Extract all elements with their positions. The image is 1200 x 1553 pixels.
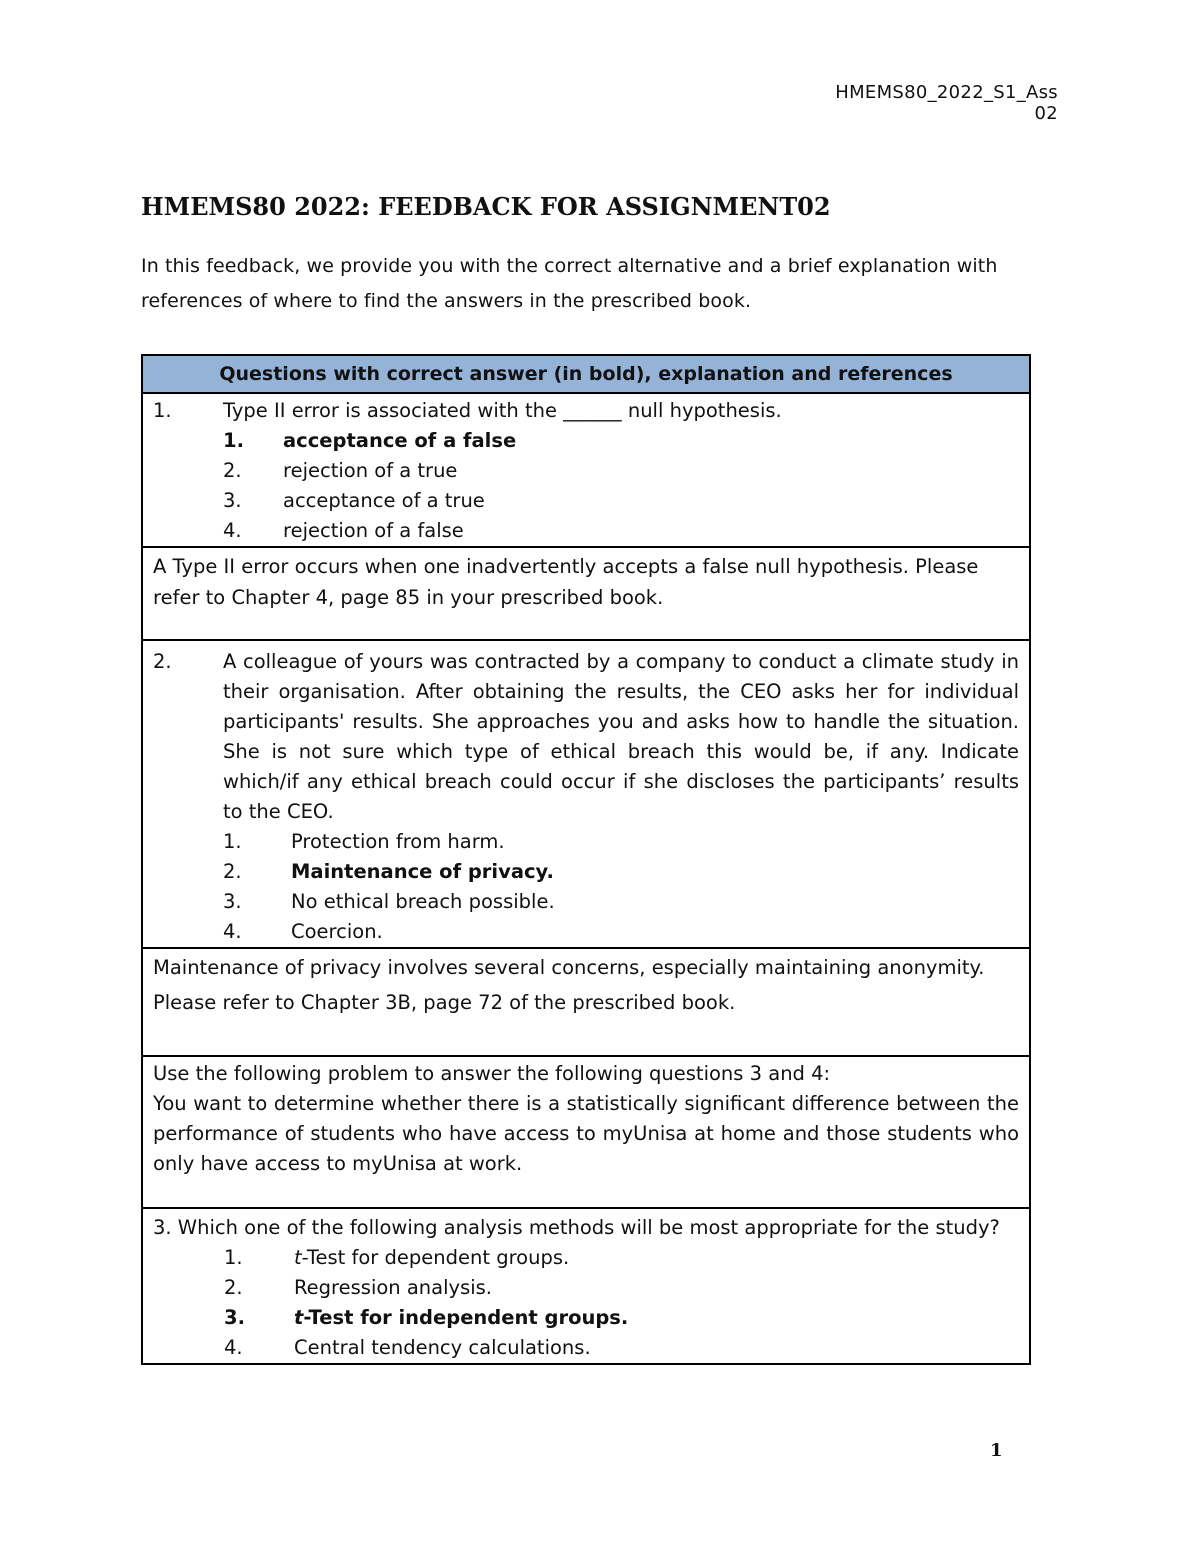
option-item: 4. Central tendency calculations. <box>224 1336 591 1359</box>
question-row <box>142 1208 1030 1364</box>
question-text: Type II error is associated with the ______ null hypothesis. <box>223 399 782 422</box>
page-number: 1 <box>990 1440 1003 1461</box>
question-row <box>142 393 1030 547</box>
option-item: 1. acceptance of a false <box>223 429 517 452</box>
intro-paragraph: In this feedback, we provide you with the correct alternative and a brief explanation with references of where to find the answers in the prescribed book. <box>141 255 998 312</box>
question-2-explanation: Maintenance of privacy involves several concerns, especially maintaining anonymity. Please refer to Chapter 3B, page 72 of the prescribed book. <box>142 948 1030 1056</box>
option-item: 1. Protection from harm. <box>223 830 505 853</box>
question-number: 1. <box>153 399 172 422</box>
option-item: 3. No ethical breach possible. <box>223 890 555 913</box>
question-number: 2. <box>153 650 172 673</box>
problem-text: You want to determine whether there is a statistically significant difference between the performance of students who have access to myUnisa at home and those students who only have access to myUnisa at work. <box>153 1092 1019 1175</box>
running-header: HMEMS80_2022_S1_Ass 02 <box>835 82 1058 124</box>
option-list <box>153 1243 1019 1363</box>
explanation-row <box>142 948 1030 1056</box>
document-title: HMEMS80 2022: FEEDBACK FOR ASSIGNMENT02 <box>141 192 831 221</box>
option-list <box>153 426 1019 546</box>
question-2-cell <box>142 640 1030 948</box>
option-item: 2. Maintenance of privacy. <box>223 860 554 883</box>
option-item: 4. rejection of a false <box>223 519 464 542</box>
question-text: 3. Which one of the following analysis methods will be most appropriate for the study? <box>153 1216 1000 1239</box>
option-item: 1. t-Test for dependent groups. <box>224 1246 570 1269</box>
question-1-explanation: A Type II error occurs when one inadvertently accepts a false null hypothesis. Please refer to Chapter 4, page 85 in your prescribed book. <box>142 547 1030 640</box>
option-list <box>153 827 1019 947</box>
table-header-row <box>142 355 1030 393</box>
option-item: 3. t-Test for independent groups. <box>224 1306 629 1329</box>
problem-cell <box>142 1056 1030 1208</box>
problem-intro: Use the following problem to answer the following questions 3 and 4: <box>153 1062 831 1085</box>
table-header-cell: Questions with correct answer (in bold), explanation and references <box>142 355 1030 393</box>
option-item: 2. rejection of a true <box>223 459 458 482</box>
feedback-table <box>141 354 1031 1365</box>
problem-row <box>142 1056 1030 1208</box>
question-row <box>142 640 1030 948</box>
question-3-cell <box>142 1208 1030 1364</box>
question-1-cell <box>142 393 1030 547</box>
question-text: A colleague of yours was contracted by a company to conduct a climate study in their organisation. After obtaining the results, the CEO asks her for individual participants' results. She approaches you and asks how to handle the situation. She is not sure which type of ethical breach this would be, if any. Indicate which/if any ethical breach could occur if she discloses the participants’ results to the CEO. <box>223 650 1019 823</box>
option-item: 4. Coercion. <box>223 920 383 943</box>
option-item: 2. Regression analysis. <box>224 1276 493 1299</box>
explanation-row <box>142 547 1030 640</box>
option-item: 3. acceptance of a true <box>223 489 485 512</box>
